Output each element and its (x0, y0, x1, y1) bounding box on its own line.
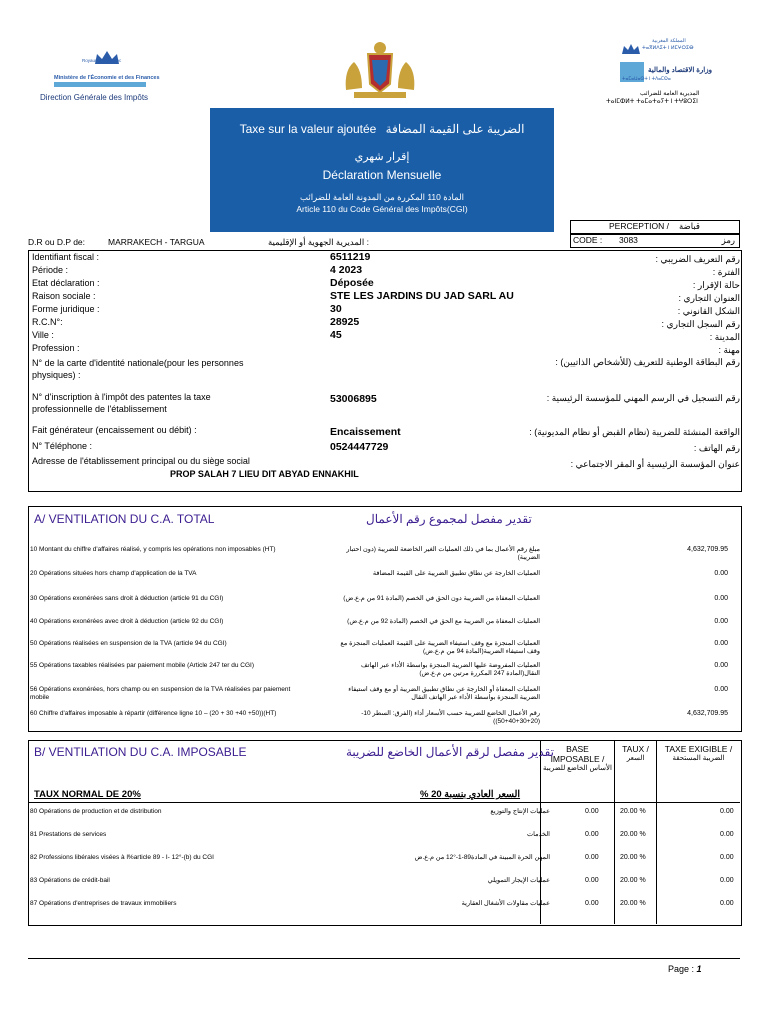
row-label: 80 Opérations de production et de distribution (30, 808, 162, 815)
code-label: CODE : (573, 235, 603, 245)
row-amount: 0.00 (714, 618, 728, 625)
info-label: Ville : (32, 330, 54, 340)
row-base: 0.00 (585, 877, 599, 884)
row-label-ar: العمليات المفروضة عليها الضريبة المنجزة بواسطة الأداء عبر الهاتف النقال(المادة 247 المكررة مرتين من م.ع.ض) (360, 662, 540, 677)
row-base: 0.00 (585, 854, 599, 861)
patente-value: 53006895 (330, 393, 377, 405)
tel-value: 0524447729 (330, 441, 389, 453)
logo-bar (54, 82, 146, 87)
dr-label: D.R ou D.P de: (28, 237, 86, 247)
row-label: 56 Opérations exonérées, hors champ ou en suspension de la TVA réalisées par paiement mobile (30, 686, 291, 701)
row-taux: 20.00 % (620, 808, 646, 815)
row-taux: 20.00 % (620, 877, 646, 884)
right-logo (600, 38, 750, 108)
row-label-ar: العمليات المعفاة من الضريبة دون الحق في الخصم (المادة 91 من م.ع.ض) (343, 595, 540, 602)
section-a-row (30, 570, 740, 592)
section-a-row (30, 546, 740, 568)
section-a-row (30, 595, 740, 617)
perception-label: PERCEPTION / (609, 221, 669, 231)
info-label: Forme juridique : (32, 304, 100, 314)
section-b-row (30, 877, 740, 899)
row-label: 50 Opérations réalisées en suspension de la TVA (article 94 du CGI) (30, 640, 227, 647)
logo-country: Royaume du Maroc (82, 58, 122, 63)
perception-box (570, 220, 740, 234)
row-taxe: 0.00 (720, 831, 734, 838)
taux-normal-label: TAUX NORMAL DE 20% (34, 789, 141, 800)
section-a-row (30, 618, 740, 640)
row-label: 60 Chiffre d'affaires imposable à répartir (différence ligne 10 – (20 + 30 +40 +50))(HT) (30, 710, 277, 717)
right-logo-country-ar: المملكة المغربية (652, 38, 686, 44)
right-logo-tifinagh: ⵜⴰⴳⵍⴷⵉⵜ ⵏ ⵍⵎⵖⵔⵉⴱ (642, 45, 694, 51)
row-label: 20 Opérations situées hors champ d'application de la TVA (30, 570, 197, 577)
fait-label: Fait générateur (encaissement ou débit) : (32, 425, 197, 435)
perception-code-row (570, 234, 740, 248)
row-base: 0.00 (585, 831, 599, 838)
right-logo-ministry: وزارة الاقتصاد والمالية (648, 67, 712, 74)
row-amount: 0.00 (714, 686, 728, 693)
row-label-ar: المهن الحرة المبينة في المادة89-1-°12 من م.ع.ض (414, 854, 550, 861)
row-taux: 20.00 % (620, 831, 646, 838)
page-number: 1 (696, 964, 702, 974)
title-banner (210, 108, 554, 232)
row-label: 30 Opérations exonérées sans droit à déduction (article 91 du CGI) (30, 595, 224, 602)
section-a-row (30, 686, 740, 708)
section-a-title-ar: تقدير مفصل لمجموع رقم الأعمال (366, 512, 532, 526)
section-a-row (30, 640, 740, 662)
coat-of-arms (340, 40, 420, 102)
info-value: STE LES JARDINS DU JAD SARL AU (330, 290, 514, 302)
info-label-ar: العنوان التجاري : (678, 293, 740, 303)
col-taux-label: TAUX / (622, 744, 649, 754)
crown-icon (92, 48, 122, 66)
row-label-ar: رقم الأعمال الخاضع للضريبة حسب الأسعار أداء (الفرق: السطر 10-(20+30+40+50)) (361, 710, 540, 725)
page-indicator (668, 964, 702, 974)
row-label: 81 Prestations de services (30, 831, 107, 838)
row-amount: 0.00 (714, 640, 728, 647)
row-label-ar: عمليات الإنتاج والتوزيع (490, 808, 550, 815)
section-b-title: B/ VENTILATION DU C.A. IMPOSABLE (34, 745, 247, 759)
adresse-value: PROP SALAH 7 LIEU DIT ABYAD ENNAKHIL (170, 469, 359, 479)
row-taux: 20.00 % (620, 854, 646, 861)
row-label-ar: عمليات مقاولات الأشغال العقارية (461, 900, 550, 907)
col-taxe-header (657, 744, 740, 764)
banner-subtitle-fr: Déclaration Mensuelle (322, 168, 442, 182)
right-logo-dept: المديرية العامة للضرائب (640, 91, 700, 97)
section-a-title: A/ VENTILATION DU C.A. TOTAL (34, 512, 215, 526)
dr-value: MARRAKECH - TARGUA (108, 237, 205, 247)
banner-title-fr: Taxe sur la valeur ajoutée (239, 122, 377, 136)
fait-value: Encaissement (330, 426, 401, 438)
row-label-ar: مبلغ رقم الأعمال بما في ذلك العمليات الغير الخاضعة للضريبة (دون احتبار الضريبة) (346, 546, 540, 561)
perception-label-ar: قباضة (679, 221, 700, 231)
row-amount: 0.00 (714, 595, 728, 602)
info-label-ar: مهنة : (718, 345, 740, 355)
info-label-ar: رقم التعريف الضريبي : (655, 254, 740, 264)
col-base-label-ar: الأساس الخاضع للضريبة (543, 765, 612, 772)
section-b-row (30, 831, 740, 853)
row-label: 55 Opérations taxables réalisées par paiement mobile (Article 247 ter du CGI) (30, 662, 254, 669)
crown-icon (620, 42, 642, 56)
col-taxe-label: TAXE EXIGIBLE / (664, 744, 733, 754)
banner-article-fr: Article 110 du Code Général des Impôts(CGI) (296, 204, 468, 214)
logo-ministry: Ministère de l'Économie et des Finances (54, 75, 160, 81)
row-amount: 0.00 (714, 662, 728, 669)
row-amount: 4,632,709.95 (687, 710, 728, 717)
row-label: 83 Opérations de crédit-bail (30, 877, 110, 884)
section-b-row (30, 900, 740, 922)
row-taux: 20.00 % (620, 900, 646, 907)
col-taux-label-ar: السعر (626, 755, 645, 762)
info-label-ar: الفترة : (712, 267, 740, 277)
banner-title-ar: الضريبة على القيمة المضافة (385, 122, 525, 136)
info-label: Identifiant fiscal : (32, 252, 100, 262)
info-value: 6511219 (330, 251, 371, 263)
info-value: Déposée (330, 277, 374, 289)
banner-subtitle-ar: إقرار شهري (354, 151, 410, 163)
code-value: 3083 (619, 235, 638, 245)
row-label: 82 Professions libérales visées à l%article 89 - I- 12°-(b) du CGI (30, 854, 214, 861)
fait-label-ar: الواقعة المنشئة للضريبة (نظام القبض أو نظام المديونية) : (529, 427, 740, 437)
row-taxe: 0.00 (720, 854, 734, 861)
patente-label: N° d'inscription à l'impôt des patentes la taxe professionnelle de l'établissement (32, 392, 211, 414)
info-label-ar: الشكل القانوني : (677, 306, 740, 316)
tel-label-ar: رقم الهاتف : (693, 443, 740, 453)
info-value: 28925 (330, 316, 360, 328)
col-base-label: BASE IMPOSABLE / (550, 744, 605, 764)
logo-dept: Direction Générale des Impôts (40, 93, 149, 102)
row-label-ar: الخدمات (527, 831, 550, 838)
tel-label: N° Téléphone : (32, 441, 92, 451)
row-base: 0.00 (585, 808, 599, 815)
section-b-title-ar: تقدير مفصل لرقم الأعمال الخاضع للضريبة (346, 745, 555, 759)
info-label-ar: رقم السجل التجاري : (661, 319, 740, 329)
section-b-row (30, 808, 740, 830)
row-amount: 0.00 (714, 570, 728, 577)
info-label: Profession : (32, 343, 80, 353)
section-b-row (30, 854, 740, 876)
info-label-ar: المدينة : (709, 332, 740, 342)
code-label-ar: رمز (721, 235, 735, 245)
row-label: 40 Opérations exonérées avec droit à déduction (article 92 du CGI) (30, 618, 224, 625)
adresse-label-ar: عنوان المؤسسة الرئيسية أو المقر الاجتماعي : (570, 459, 740, 469)
row-label: 87 Opérations d'entreprises de travaux immobiliers (30, 900, 177, 907)
col-taxe-label-ar: الضريبة المستحقة (672, 755, 725, 762)
row-base: 0.00 (585, 900, 599, 907)
row-taxe: 0.00 (720, 808, 734, 815)
row-amount: 4,632,709.95 (687, 546, 728, 553)
left-logo (40, 48, 180, 108)
row-label-ar: العمليات الخارجة عن نطاق تطبيق الضريبة على القيمة المضافة (372, 570, 540, 577)
row-label-ar: العمليات المعفاة أو الخارجة عن نطاق تطبيق الضريبة أو مع وقف استيفاء الضريبة المنجزة بواسطة الأداء عبر الهاتف النقال (348, 686, 540, 701)
col-taux-header (615, 744, 656, 764)
row-label-ar: عمليات الإيجار التمويلي (487, 877, 550, 884)
row-taxe: 0.00 (720, 877, 734, 884)
section-a-row (30, 710, 740, 732)
info-label: Raison sociale : (32, 291, 96, 301)
row-label-ar: العمليات المنجزة مع وقف استيفاء الضريبة على القيمة العمليات المنجزة مع وقف استيفاء الضريبة(المادة 94 من م.ع.ض) (340, 640, 540, 655)
taux-normal-rule (28, 802, 740, 803)
adresse-label: Adresse de l'établissement principal ou du siège social (32, 456, 250, 466)
section-a-row (30, 662, 740, 684)
info-value: 4 2023 (330, 264, 363, 276)
row-label-ar: العمليات المعفاة من الضريبة مع الحق في الخصم (المادة 92 من م.ع.ض) (347, 618, 540, 625)
taux-normal-label-ar: السعر العادي بنسبة 20 % (420, 789, 521, 800)
banner-article-ar: المادة 110 المكررة من المدونة العامة للضرائب (300, 192, 464, 202)
info-value: 45 (330, 329, 342, 341)
info-label-ar: حالة الإقرار : (692, 280, 740, 290)
col-base-header (541, 744, 614, 774)
banner-title-row (210, 122, 554, 136)
cin-label-ar: رقم البطاقة الوطنية للتعريف (للأشخاص الذاتيين) : (555, 357, 740, 367)
row-label: 10 Montant du chiffre d'affaires réalisé, y compris les opérations non imposables (HT) (30, 546, 276, 553)
info-value: 30 (330, 303, 342, 315)
right-logo-tifinagh2: ⵜⴰⵎⴰⵡⴰⵙⵜ ⵏ ⵜⴷⴰⵎⵙⴰ (622, 76, 671, 81)
cin-label: N° de la carte d'identité nationale(pour les personnes physiques) : (32, 358, 244, 380)
right-logo-tifinagh3: ⵜⴰⵏⵎⵀⵍⵜ ⵜⴰⵎⴰⵜⴰⵢⵜ ⵏ ⵜⵖⵓⵔⵉⵏ (606, 99, 698, 105)
info-label: Période : (32, 265, 69, 275)
patente-label-ar: رقم التسجيل في الرسم المهني للمؤسسة الرئيسية : (546, 393, 740, 403)
page-label: Page : (668, 964, 695, 974)
footer-rule (28, 958, 740, 959)
info-label: Etat déclaration : (32, 278, 100, 288)
dr-label-ar: : المديرية الجهوية أو الإقليمية (268, 237, 369, 247)
row-taxe: 0.00 (720, 900, 734, 907)
info-label: R.C.N°: (32, 317, 63, 327)
